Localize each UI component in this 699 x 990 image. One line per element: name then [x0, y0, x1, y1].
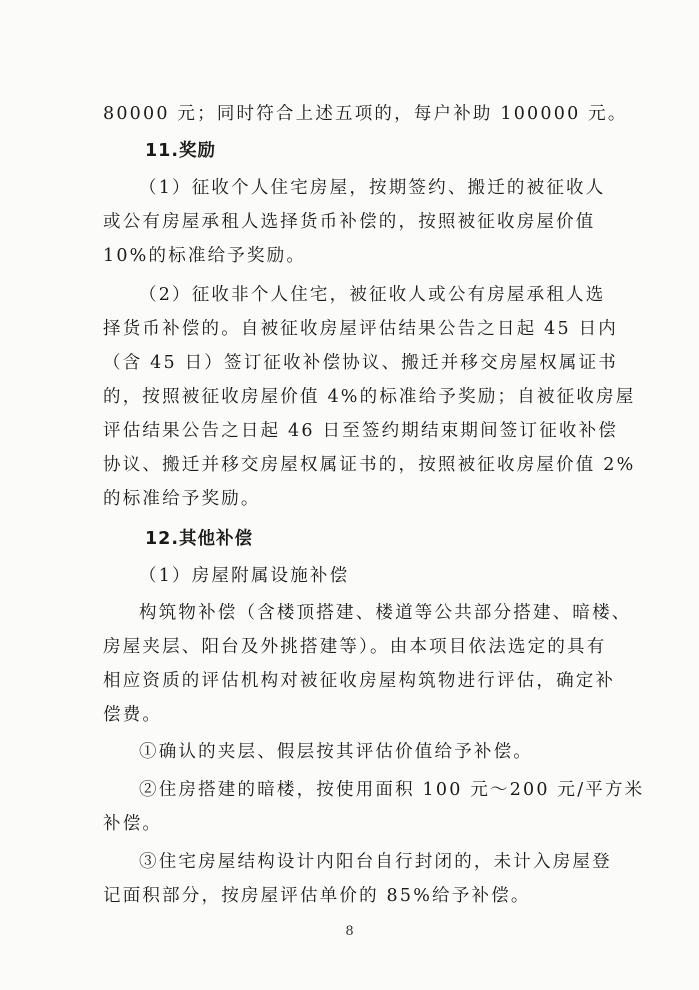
page-number: 8: [345, 924, 354, 939]
item-2: ②住房搭建的暗楼，按使用面积 100 元～200 元/平方米 补偿。: [103, 780, 645, 834]
section-11-heading: 11.奖励: [145, 141, 217, 161]
intro-line: 80000 元；同时符合上述五项的，每户补助 100000 元。: [103, 104, 628, 124]
section-12-heading: 12.其他补偿: [145, 529, 254, 549]
section-12-subheading-1: （1）房屋附属设施补偿: [139, 566, 350, 586]
item-1: ①确认的夹层、假层按其评估价值给予补偿。: [139, 742, 533, 762]
section-11-paragraph-2: （2）征收非个人住宅，被征收人或公有房屋承租人选 择货币补偿的。自被征收房屋评估结果公告之日起 45 日内 （含 45 日）签订征收补偿协议、搬迁并移交房屋权属证书 的，按照被征收房屋价值 4%的标准给予奖励；自被征收房屋 评估结果公告之日起 46 日至签约期结束期间签订征收补偿 协议、搬迁并移交房屋权属证书的，按照被征收房屋价值 2% 的标准给予奖励。: [103, 285, 636, 509]
section-11-paragraph-1: （1）征收个人住宅房屋，按期签约、搬迁的被征收人 或公有房屋承租人选择货币补偿的，按照被征收房屋价值 10%的标准给予奖励。: [103, 178, 606, 266]
structures-paragraph: 构筑物补偿（含楼顶搭建、楼道等公共部分搭建、暗楼、 房屋夹层、阳台及外挑搭建等）。由本项目依法选定的具有 相应资质的评估机构对被征收房屋构筑物进行评估，确定补 偿费。: [103, 603, 632, 725]
item-3: ③住宅房屋结构设计内阳台自行封闭的，未计入房屋登 记面积部分，按房屋评估单价的 85%给予补偿。: [103, 852, 612, 906]
